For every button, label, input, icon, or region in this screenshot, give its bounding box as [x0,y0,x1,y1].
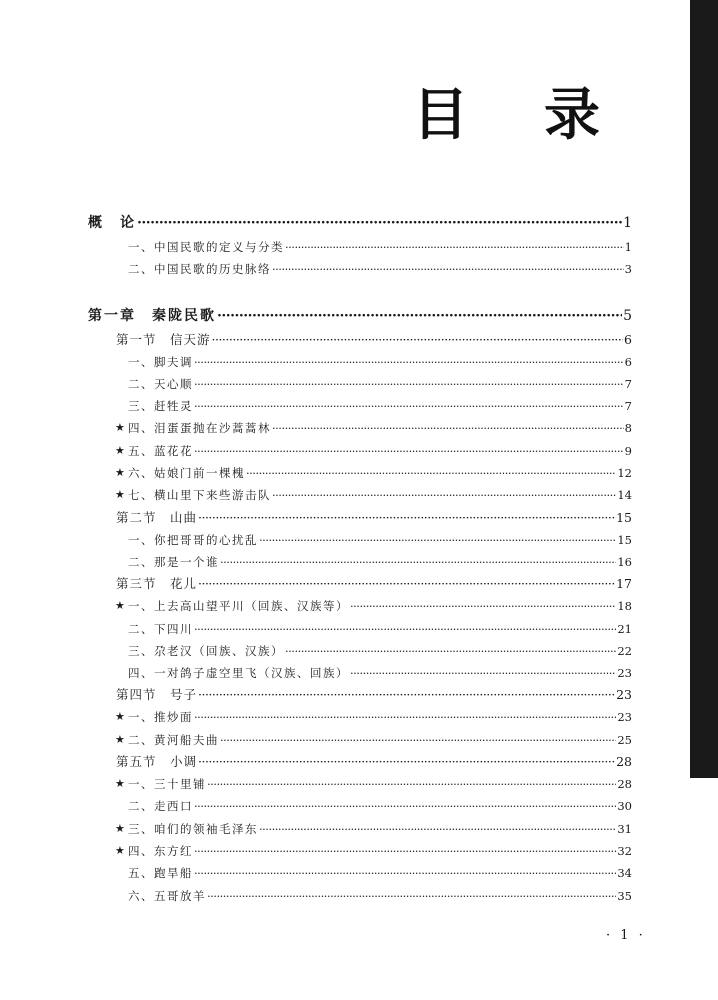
star-icon: ★ [115,599,125,613]
chapter-1-sections [88,329,632,907]
toc-entry-page: 5 [623,307,632,324]
toc-entry-label: 四、泪蛋蛋抛在沙蒿蒿林 [128,421,271,436]
toc-item[interactable] [88,662,632,684]
leader-dots [194,618,616,640]
leader-dots [194,373,624,395]
toc-item[interactable] [88,840,632,862]
toc-entry-page: 15 [616,509,632,525]
leader-dots [198,573,615,595]
star-icon: ★ [115,710,125,724]
leader-dots [207,885,616,907]
toc-item[interactable] [88,258,632,280]
toc-section[interactable] [88,329,632,351]
toc-item[interactable] [88,484,632,506]
toc-item[interactable] [88,417,632,439]
toc-item[interactable] [88,373,632,395]
toc-entry-page: 22 [617,643,632,658]
toc-entry-page: 12 [617,466,632,481]
toc-entry-label: 第三节 花儿 [116,576,198,592]
toc-entry-label: 一、脚夫调 [128,354,193,369]
toc-entry-label: 一、上去高山望平川（回族、汉族等） [128,599,349,614]
toc-section[interactable] [88,573,632,595]
toc-entry-label: 一、推炒面 [128,710,193,725]
toc-entry-page: 6 [624,331,632,347]
toc-entry-label: 二、走西口 [128,799,193,814]
toc-entry-label: 六、五哥放羊 [128,888,206,903]
toc-entry-page: 34 [617,866,632,881]
page-number: · 1 · [606,928,646,943]
toc-entry-label: 三、咱们的领袖毛泽东 [128,821,258,836]
star-icon: ★ [115,777,125,791]
toc-item[interactable] [88,885,632,907]
toc-item[interactable] [88,595,632,617]
star-icon: ★ [115,421,125,435]
leader-dots [212,329,624,351]
toc-intro[interactable] [88,210,632,236]
toc-item[interactable] [88,618,632,640]
toc-entry-label: 四、东方红 [128,843,193,858]
toc-entry-label: 一、三十里铺 [128,777,206,792]
toc-item[interactable] [88,551,632,573]
toc-entry-page: 23 [616,687,632,703]
toc-entry-label: 五、跑旱船 [128,866,193,881]
toc-entry-page: 8 [624,421,632,436]
toc-entry-label: 二、那是一个谁 [128,554,219,569]
side-tab-bar [690,0,718,778]
toc-entry-page: 17 [616,576,632,592]
toc-entry-page: 15 [617,532,632,547]
toc-entry-page: 14 [617,488,632,503]
leader-dots [198,684,615,706]
toc-entry-label: 二、中国民歌的历史脉络 [128,262,271,277]
toc-item[interactable] [88,395,632,417]
toc-entry-page: 7 [624,376,632,391]
leader-dots [194,351,624,373]
toc-entry-page: 23 [617,666,632,681]
leader-dots [220,729,616,751]
leader-dots [198,507,615,529]
toc-entry-label: 第五节 小调 [116,754,198,770]
toc-entry-page: 31 [617,821,632,836]
star-icon: ★ [115,488,125,502]
star-icon: ★ [115,821,125,835]
leader-dots [259,818,616,840]
leader-dots [350,595,616,617]
toc-item[interactable] [88,236,632,258]
toc-entry-page: 28 [617,777,632,792]
toc-entry-page: 25 [617,732,632,747]
toc-entry-page: 35 [617,888,632,903]
toc-item[interactable] [88,818,632,840]
toc-entry-page: 9 [624,443,632,458]
toc-entry-label: 五、蓝花花 [128,443,193,458]
leader-dots [246,462,616,484]
toc-entry-page: 6 [624,354,632,369]
toc-entry-label: 概 论 [88,215,136,231]
toc-entry-page: 32 [617,843,632,858]
toc-entry-label: 二、天心顺 [128,376,193,391]
toc-item[interactable] [88,351,632,373]
leader-dots [194,395,624,417]
toc-section[interactable] [88,507,632,529]
toc-entry-label: 二、黄河船夫曲 [128,732,219,747]
star-icon: ★ [115,466,125,480]
toc-entry-page: 1 [623,215,632,231]
leader-dots [194,840,616,862]
leader-dots [198,751,615,773]
leader-dots [220,551,616,573]
leader-dots [259,529,616,551]
intro-items [88,236,632,281]
toc-entry-page: 18 [617,599,632,614]
leader-dots [217,303,622,329]
leader-dots [272,417,624,439]
toc-entry-label: 第一节 信天游 [116,331,211,347]
toc-entry-label: 一、你把哥哥的心扰乱 [128,532,258,547]
leader-dots [285,236,624,258]
toc-item[interactable] [88,440,632,462]
star-icon: ★ [115,443,125,457]
toc-entry-page: 21 [617,621,632,636]
leader-dots [194,440,624,462]
toc-entry-label: 一、中国民歌的定义与分类 [128,240,284,254]
toc-item[interactable] [88,706,632,728]
toc-section[interactable] [88,751,632,773]
toc-entry-page: 3 [624,262,632,277]
toc-entry-label: 七、横山里下来些游击队 [128,488,271,503]
toc-entry-label: 三、赶牲灵 [128,399,193,414]
toc-entry-label: 三、尕老汉（回族、汉族） [128,643,284,658]
toc-entry-label: 第四节 号子 [116,687,198,703]
page-title: 目 录 [412,83,628,148]
leader-dots [207,773,616,795]
star-icon: ★ [115,732,125,746]
toc-entry-page: 1 [624,240,632,254]
leader-dots [272,258,624,280]
toc-item[interactable] [88,640,632,662]
leader-dots [194,862,616,884]
toc-entry-page: 7 [624,399,632,414]
toc-entry-page: 16 [617,554,632,569]
toc-section[interactable] [88,684,632,706]
toc-chapter-1[interactable] [88,303,632,329]
leader-dots [137,210,622,236]
leader-dots [194,795,616,817]
leader-dots [350,662,616,684]
toc-item[interactable] [88,729,632,751]
leader-dots [285,640,616,662]
toc-item[interactable] [88,862,632,884]
toc-entry-label: 六、姑娘门前一棵槐 [128,466,245,481]
table-of-contents [88,210,632,907]
toc-item[interactable] [88,795,632,817]
toc-entry-page: 30 [617,799,632,814]
toc-entry-label: 第二节 山曲 [116,509,198,525]
toc-item[interactable] [88,462,632,484]
toc-item[interactable] [88,773,632,795]
star-icon: ★ [115,843,125,857]
toc-entry-page: 23 [617,710,632,725]
leader-dots [272,484,616,506]
toc-entry-label: 四、一对鸽子虚空里飞（汉族、回族） [128,666,349,681]
leader-dots [194,706,616,728]
toc-entry-page: 28 [616,754,632,770]
toc-entry-label: 第一章 秦陇民歌 [88,307,216,324]
toc-entry-label: 二、下四川 [128,621,193,636]
toc-item[interactable] [88,529,632,551]
